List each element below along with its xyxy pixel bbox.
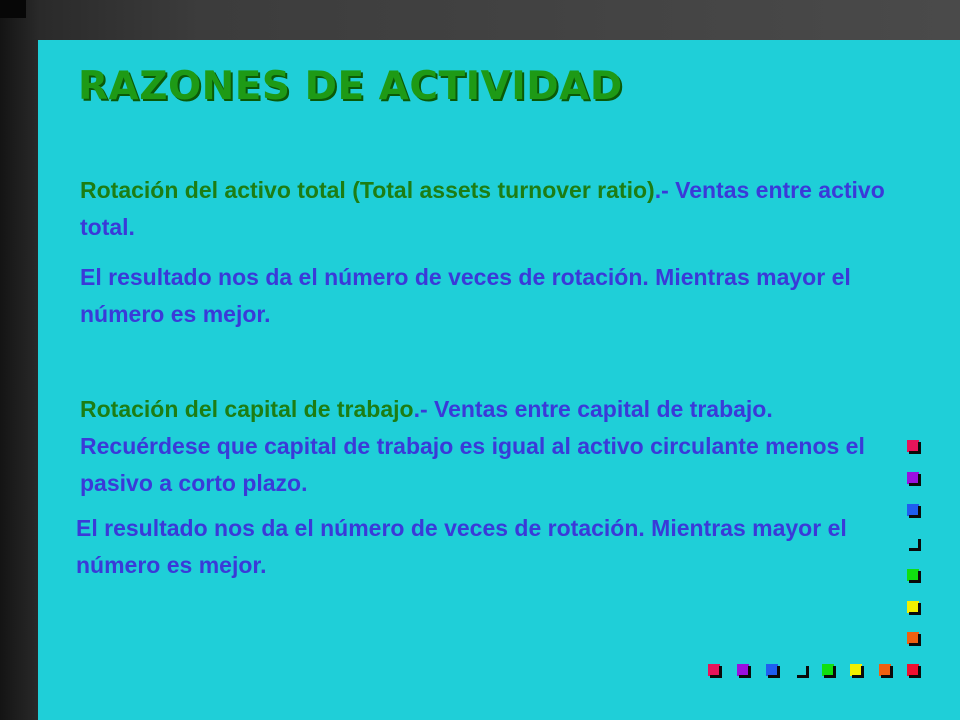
decor-square: [850, 664, 862, 676]
paragraph-result-note-2: El resultado nos da el número de veces de rotación. Mientras mayor el número es mejor.: [76, 515, 847, 578]
decor-square: [879, 664, 891, 676]
decor-square: [907, 664, 919, 676]
paragraph-rest: .- Ventas entre activo total.: [80, 177, 885, 240]
decor-square: [795, 664, 807, 676]
paragraph-total-assets-turnover: [80, 172, 900, 246]
paragraph-lead: Rotación del activo total (Total assets turnover ratio): [80, 177, 655, 203]
corner-decoration: [0, 0, 26, 18]
decor-square: [907, 537, 919, 549]
slide-title: RAZONES DE ACTIVIDAD: [78, 64, 623, 109]
decor-square: [907, 440, 919, 452]
decor-square: [907, 601, 919, 613]
paragraph-result-note-1: El resultado nos da el número de veces de rotación. Mientras mayor el número es mejor.: [80, 264, 851, 327]
decor-square: [737, 664, 749, 676]
decor-square: [907, 632, 919, 644]
paragraph-working-capital-turnover: [80, 391, 880, 502]
decor-square: [766, 664, 778, 676]
decor-square: [907, 504, 919, 516]
decor-square: [907, 472, 919, 484]
decor-square: [708, 664, 720, 676]
decor-square: [907, 569, 919, 581]
paragraph-rest: .- Ventas entre capital de trabajo. Recuérdese que capital de trabajo es igual al activo circulante menos el pasivo a corto plazo.: [80, 396, 865, 496]
decor-square: [822, 664, 834, 676]
slide-panel: [38, 40, 960, 720]
paragraph-lead: Rotación del capital de trabajo: [80, 396, 414, 422]
